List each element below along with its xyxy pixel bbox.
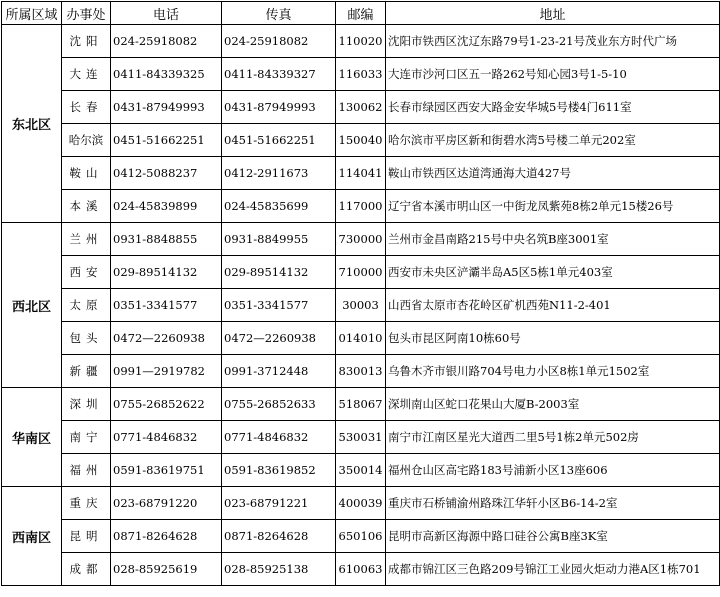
phone-cell: 024-45839899 (111, 190, 222, 223)
phone-cell: 024-25918082 (111, 25, 222, 58)
fax-cell: 0591-83619852 (222, 454, 336, 487)
office-cell: 太原 (62, 289, 111, 322)
header-address: 地址 (386, 2, 720, 25)
address-cell: 包头市昆区阿南10栋60号 (386, 322, 720, 355)
header-fax: 传真 (222, 2, 336, 25)
table-row (2, 25, 720, 58)
zip-cell: 610063 (336, 553, 386, 586)
address-cell: 西安市未央区浐灞半岛A5区5栋1单元403室 (386, 256, 720, 289)
office-cell: 新疆 (62, 355, 111, 388)
phone-cell: 0431-87949993 (111, 91, 222, 124)
office-cell: 西安 (62, 256, 111, 289)
zip-cell: 110020 (336, 25, 386, 58)
office-cell: 鞍山 (62, 157, 111, 190)
office-cell: 深圳 (62, 388, 111, 421)
table-row (2, 421, 720, 454)
region-cell: 西北区 (2, 223, 62, 388)
zip-cell: 650106 (336, 520, 386, 553)
phone-cell: 0451-51662251 (111, 124, 222, 157)
phone-cell: 0991—2919782 (111, 355, 222, 388)
fax-cell: 023-68791221 (222, 487, 336, 520)
table-row (2, 322, 720, 355)
office-cell: 重庆 (62, 487, 111, 520)
table-row (2, 58, 720, 91)
address-cell: 深圳南山区蛇口花果山大厦B-2003室 (386, 388, 720, 421)
fax-cell: 0931-8849955 (222, 223, 336, 256)
fax-cell: 024-25918082 (222, 25, 336, 58)
header-region: 所属区域 (2, 2, 62, 25)
address-cell: 大连市沙河口区五一路262号知心园3号1-5-10 (386, 58, 720, 91)
fax-cell: 024-45835699 (222, 190, 336, 223)
zip-cell: 116033 (336, 58, 386, 91)
address-cell: 哈尔滨市平房区新和街碧水湾5号楼二单元202室 (386, 124, 720, 157)
fax-cell: 0412-2911673 (222, 157, 336, 190)
table-body (2, 25, 720, 586)
fax-cell: 0451-51662251 (222, 124, 336, 157)
address-cell: 成都市锦江区三色路209号锦江工业园火炬动力港A区1栋701 (386, 553, 720, 586)
region-cell: 华南区 (2, 388, 62, 487)
phone-cell: 0871-8264628 (111, 520, 222, 553)
phone-cell: 0411-84339325 (111, 58, 222, 91)
zip-cell: 114041 (336, 157, 386, 190)
zip-cell: 117000 (336, 190, 386, 223)
fax-cell: 029-89514132 (222, 256, 336, 289)
address-cell: 长春市绿园区西安大路金安华城5号楼4门611室 (386, 91, 720, 124)
fax-cell: 0411-84339327 (222, 58, 336, 91)
table-row (2, 124, 720, 157)
table-row (2, 553, 720, 586)
header-row (2, 2, 720, 25)
fax-cell: 0472—2260938 (222, 322, 336, 355)
office-cell: 昆明 (62, 520, 111, 553)
address-cell: 昆明市高新区海源中路口硅谷公寓B座3K室 (386, 520, 720, 553)
table-row (2, 520, 720, 553)
phone-cell: 0351-3341577 (111, 289, 222, 322)
address-cell: 乌鲁木齐市银川路704号电力小区8栋1单元1502室 (386, 355, 720, 388)
header-phone: 电话 (111, 2, 222, 25)
header-office: 办事处 (62, 2, 111, 25)
zip-cell: 350014 (336, 454, 386, 487)
zip-cell: 530031 (336, 421, 386, 454)
office-directory-table (1, 1, 720, 586)
table-row (2, 454, 720, 487)
phone-cell: 0771-4846832 (111, 421, 222, 454)
table-row (2, 91, 720, 124)
zip-cell: 400039 (336, 487, 386, 520)
phone-cell: 023-68791220 (111, 487, 222, 520)
office-cell: 大连 (62, 58, 111, 91)
phone-cell: 0931-8848855 (111, 223, 222, 256)
zip-cell: 150040 (336, 124, 386, 157)
office-cell: 福州 (62, 454, 111, 487)
table-row (2, 289, 720, 322)
address-cell: 福州仓山区高宅路183号浦新小区13座606 (386, 454, 720, 487)
fax-cell: 028-85925138 (222, 553, 336, 586)
header-zip: 邮编 (336, 2, 386, 25)
office-cell: 长春 (62, 91, 111, 124)
office-cell: 本溪 (62, 190, 111, 223)
table-row (2, 223, 720, 256)
region-cell: 东北区 (2, 25, 62, 223)
phone-cell: 0412-5088237 (111, 157, 222, 190)
fax-cell: 0871-8264628 (222, 520, 336, 553)
address-cell: 重庆市石桥铺渝州路珠江华轩小区B6-14-2室 (386, 487, 720, 520)
address-cell: 沈阳市铁西区沈辽东路79号1-23-21号茂业东方时代广场 (386, 25, 720, 58)
zip-cell: 130062 (336, 91, 386, 124)
address-cell: 南宁市江南区星光大道西二里5号1栋2单元502房 (386, 421, 720, 454)
fax-cell: 0991-3712448 (222, 355, 336, 388)
zip-cell: 014010 (336, 322, 386, 355)
table-row (2, 388, 720, 421)
office-cell: 成都 (62, 553, 111, 586)
office-cell: 沈阳 (62, 25, 111, 58)
zip-cell: 730000 (336, 223, 386, 256)
address-cell: 山西省太原市杏花岭区矿机西苑N11-2-401 (386, 289, 720, 322)
office-cell: 南宁 (62, 421, 111, 454)
phone-cell: 0591-83619751 (111, 454, 222, 487)
table-row (2, 190, 720, 223)
zip-cell: 30003 (336, 289, 386, 322)
fax-cell: 0755-26852633 (222, 388, 336, 421)
table-row (2, 355, 720, 388)
address-cell: 兰州市金昌南路215号中央名筑B座3001室 (386, 223, 720, 256)
address-cell: 鞍山市铁西区达道湾通海大道427号 (386, 157, 720, 190)
phone-cell: 029-89514132 (111, 256, 222, 289)
office-cell: 包头 (62, 322, 111, 355)
fax-cell: 0351-3341577 (222, 289, 336, 322)
table-row (2, 487, 720, 520)
address-cell: 辽宁省本溪市明山区一中街龙凤紫苑8栋2单元15楼26号 (386, 190, 720, 223)
region-cell: 西南区 (2, 487, 62, 586)
fax-cell: 0431-87949993 (222, 91, 336, 124)
table-row (2, 256, 720, 289)
fax-cell: 0771-4846832 (222, 421, 336, 454)
phone-cell: 028-85925619 (111, 553, 222, 586)
phone-cell: 0472—2260938 (111, 322, 222, 355)
zip-cell: 710000 (336, 256, 386, 289)
zip-cell: 518067 (336, 388, 386, 421)
office-cell: 哈尔滨 (62, 124, 111, 157)
zip-cell: 830013 (336, 355, 386, 388)
phone-cell: 0755-26852622 (111, 388, 222, 421)
table-row (2, 157, 720, 190)
office-cell: 兰州 (62, 223, 111, 256)
